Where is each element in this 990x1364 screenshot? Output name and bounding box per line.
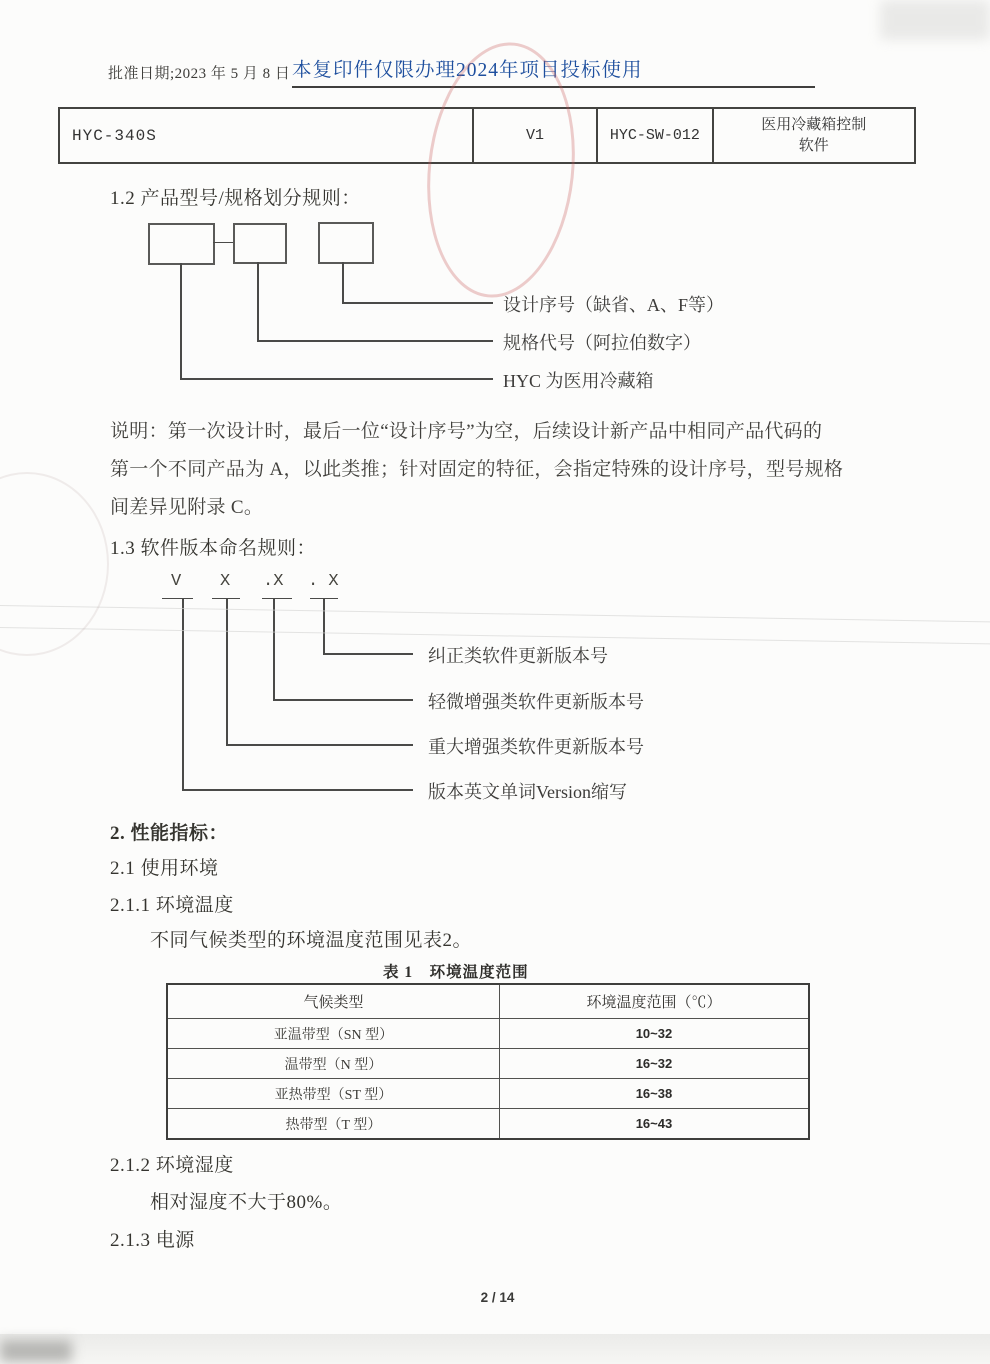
- version-token-x2: .X: [263, 572, 284, 591]
- table-row: [168, 1048, 808, 1078]
- model-callout-hyc: HYC 为医用冷藏箱: [503, 371, 654, 391]
- model-leader-v2: [257, 262, 259, 340]
- model-box-connector: [213, 242, 233, 243]
- doc-info-table: [58, 107, 916, 164]
- model-leader-h3: [342, 302, 493, 304]
- version-callout-major-enhancement: 重大增强类软件更新版本号: [428, 737, 644, 757]
- model-box-3: [318, 222, 374, 264]
- version-leader-h4: [323, 653, 413, 655]
- model-callout-design-序号: 设计序号（缺省、A、F等）: [503, 295, 725, 315]
- model-box-1: [148, 223, 215, 265]
- version-leader-v1: [182, 599, 184, 789]
- model-leader-h2: [257, 340, 493, 342]
- table1-title: 表 1 环境温度范围: [383, 964, 529, 981]
- note-line-1: 说明：第一次设计时，最后一位“设计序号”为空，后续设计新产品中相同产品代码的: [110, 421, 823, 442]
- scan-fold-line-1: [0, 605, 990, 622]
- section-2-1-3-heading: 2.1.3 电源: [110, 1230, 195, 1251]
- section-2-1-1-text: 不同气候类型的环境温度范围见表2。: [150, 930, 473, 951]
- env-cell-type: 温带型（N 型）: [168, 1049, 500, 1078]
- model-callout-spec-code: 规格代号（阿拉伯数字）: [503, 333, 701, 353]
- version-callout-version-abbr: 版本英文单词Version缩写: [428, 782, 627, 802]
- section-2-1-1-heading: 2.1.1 环境温度: [110, 895, 234, 916]
- env-cell-type: 亚温带型（SN 型）: [168, 1019, 500, 1048]
- env-cell-range: 16~43: [635, 1116, 673, 1131]
- env-cell-range: 16~32: [635, 1056, 673, 1071]
- model-leader-v3: [342, 262, 344, 302]
- section-2-heading: 2. 性能指标：: [110, 823, 229, 844]
- env-header-range: 环境温度范围（℃）: [586, 995, 722, 1011]
- note-line-2: 第一个不同产品为 A，以此类推；针对固定的特征，会指定特殊的设计序号，型号规格: [110, 459, 844, 480]
- env-header-climate: 气候类型: [168, 985, 500, 1018]
- restriction-notice-text: 本复印件仅限办理2024年项目投标使用: [292, 60, 643, 81]
- doc-model-cell: HYC-340S: [72, 126, 157, 145]
- model-leader-v1: [180, 263, 182, 378]
- version-token-x3: . X: [308, 572, 339, 591]
- scan-bottom-strip: [0, 1334, 990, 1364]
- version-bar-3: [262, 598, 292, 599]
- env-cell-range: 10~32: [635, 1026, 673, 1041]
- page-number: 2 / 14: [480, 1290, 515, 1305]
- doc-version-cell: V1: [472, 109, 596, 162]
- env-temp-table: [166, 983, 810, 1140]
- section-1-3-heading: 1.3 软件版本命名规则：: [110, 538, 317, 559]
- version-leader-v2: [226, 599, 228, 744]
- version-leader-v4: [323, 599, 325, 653]
- section-2-1-heading: 2.1 使用环境: [110, 858, 219, 879]
- scan-topright-smudge: [880, 0, 990, 40]
- note-line-3: 间差异见附录 C。: [110, 497, 264, 518]
- doc-name-cell: 医用冷藏箱控制软件: [712, 109, 914, 162]
- section-2-1-2-heading: 2.1.2 环境湿度: [110, 1155, 234, 1176]
- version-callout-corrective: 纠正类软件更新版本号: [428, 646, 608, 666]
- version-token-v: V: [171, 572, 182, 591]
- doc-code-cell: HYC-SW-012: [596, 109, 711, 162]
- version-leader-h3: [273, 699, 413, 701]
- version-leader-v3: [273, 599, 275, 699]
- version-token-x1: X: [220, 572, 231, 591]
- env-table-header-row: [168, 985, 808, 1018]
- approval-date-text: 批准日期;2023 年 5 月 8 日: [108, 66, 291, 82]
- version-bar-1: [162, 598, 193, 599]
- table-row: [168, 1078, 808, 1108]
- model-box-2: [233, 223, 287, 264]
- version-leader-h2: [226, 744, 413, 746]
- table-row: [168, 1018, 808, 1048]
- version-leader-h1: [182, 789, 413, 791]
- env-cell-type: 亚热带型（ST 型）: [168, 1079, 500, 1108]
- table-row: [168, 1108, 808, 1138]
- env-cell-type: 热带型（T 型）: [168, 1109, 500, 1138]
- section-2-1-2-text: 相对湿度不大于80%。: [150, 1192, 343, 1213]
- notice-underline: [292, 86, 815, 88]
- model-leader-h1: [180, 378, 493, 380]
- version-callout-minor-enhancement: 轻微增强类软件更新版本号: [428, 692, 644, 712]
- env-cell-range: 16~38: [635, 1086, 673, 1101]
- section-1-2-heading: 1.2 产品型号/规格划分规则：: [110, 188, 361, 209]
